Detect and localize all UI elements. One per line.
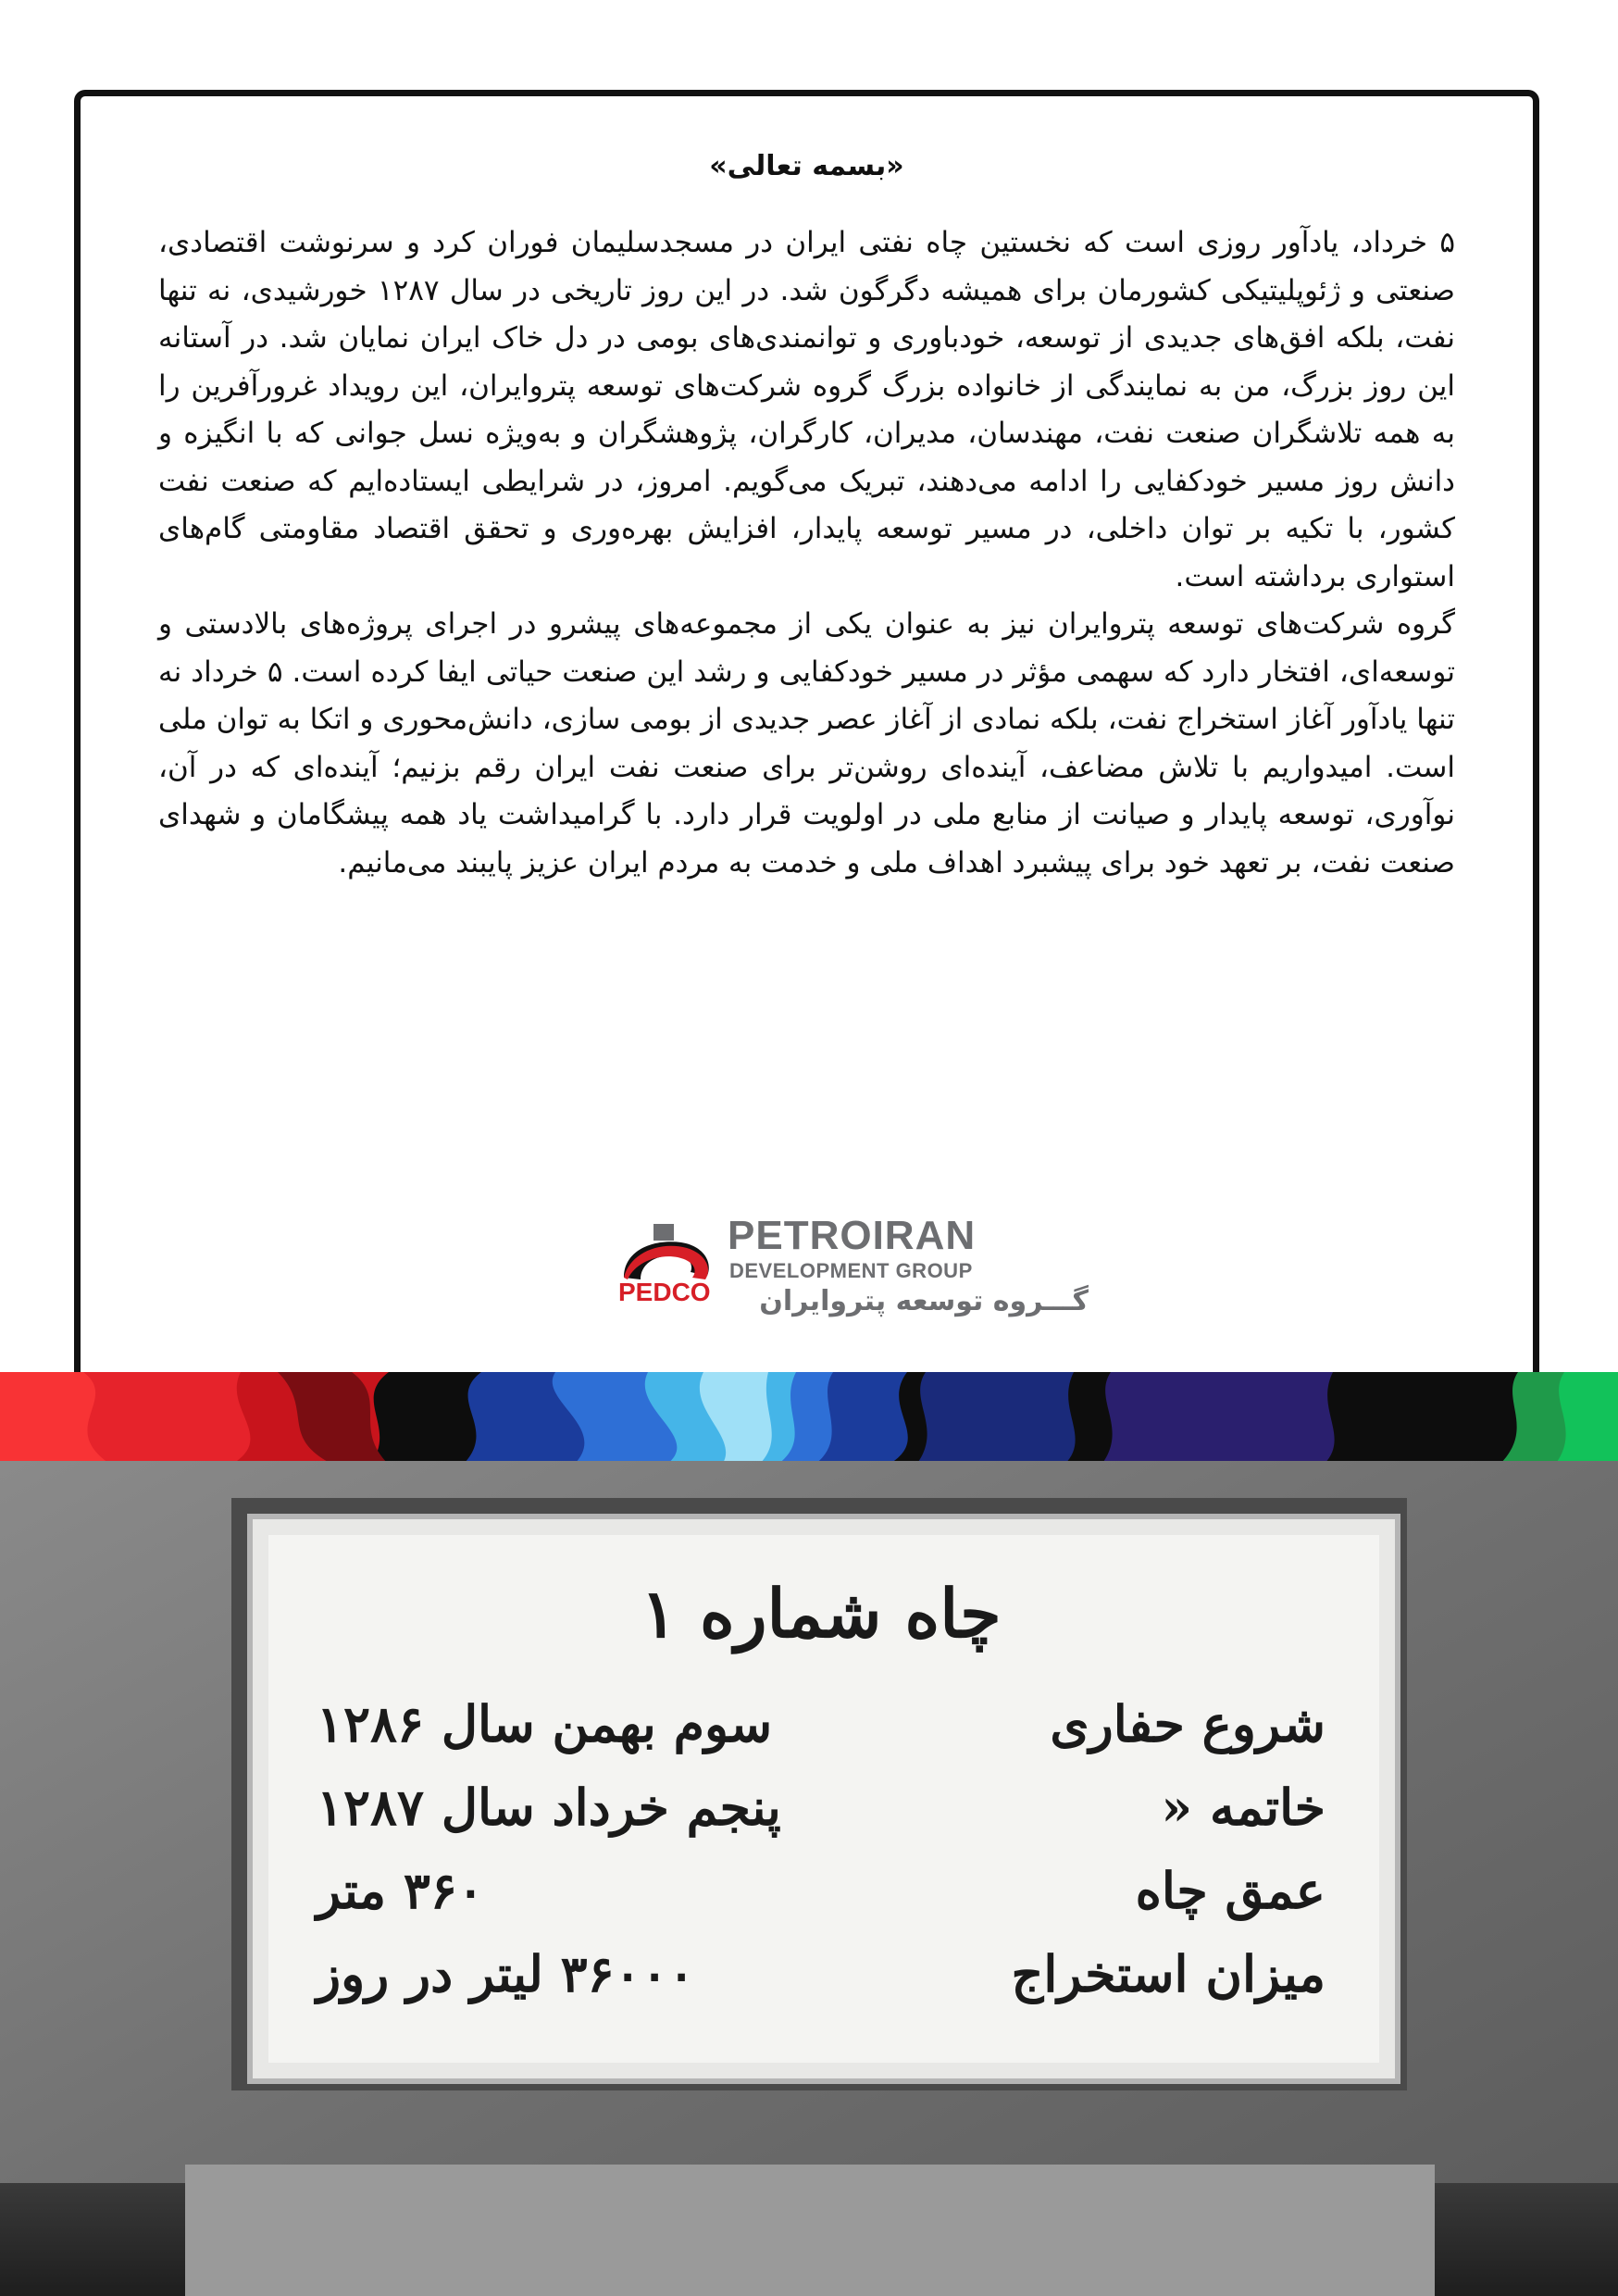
plaque-title: چاه شماره ۱	[641, 1574, 1002, 1653]
letter-paragraph-2: گروه شرکت‌های توسعه پتروایران نیز به عنوان یکی از مجموعه‌های پیشرو در اجرای پروژه‌های بالادستی و توسعه‌ای، افتخار دارد که سهمی مؤثر در مسیر خودکفایی و رشد این صنعت حیاتی ایفا کرده است. ۵ خرداد نه تنها یادآور آغاز استخراج نفت، بلکه نمادی از آغاز عصر جدیدی از بومی سازی، دانش‌محوری و اتکا به توان ملی است. امیدواریم با تلاش مضاعف، آینده‌ای روشن‌تر برای صنعت نفت ایران رقم بزنیم؛ آینده‌ای که در آن، نوآوری، توسعه پایدار و صیانت از منابع ملی در اولویت قرار دارد. با گرامیداشت یاد همه پیشگامان و شهدای صنعت نفت، بر تعهد خود برای پیشبرد اهداف ملی و خدمت به مردم ایران عزیز پایبند می‌مانیم.	[158, 607, 1455, 880]
plaque-row-completion	[317, 1778, 1326, 1861]
letter-frame	[74, 90, 1539, 1423]
plaque-row-value: ۳۶۰۰۰ لیتر در روز	[317, 1944, 695, 2003]
pedco-logo	[616, 1213, 1098, 1324]
plaque-row-label: میزان استخراج	[1011, 1944, 1326, 2003]
plaque-inscription	[261, 1537, 1381, 2055]
logo-name-en-line2: DEVELOPMENT GROUP	[729, 1259, 973, 1282]
letter-paragraph-1: ۵ خرداد، یادآور روزی است که نخستین چاه نفتی ایران در مسجدسلیمان فوران کرد و سرنوشت اقتصادی، صنعتی و ژئوپلیتیکی کشورمان برای همیشه دگرگون شد. در این روز تاریخی در سال ۱۲۸۷ خورشیدی، نه تنها نفت، بلکه افق‌های جدیدی از توسعه، خودباوری و توانمندی‌های بومی در دل خاک ایران نمایان شد. در آستانه این روز بزرگ، من به نمایندگی از خانواده بزرگ گروه شرکت‌های توسعه پتروایران، این رویداد غرورآفرین را به همه تلاشگران صنعت نفت، مهندسان، مدیران، کارگران، پژوهشگران و به‌ویژه نسل جوانی که با انگیزه و دانش روز مسیر خودکفایی را ادامه می‌دهند، تبریک می‌گویم. امروز، در شرایطی ایستاده‌ایم که صنعت نفت کشور، با تکیه بر توان داخلی، در مسیر توسعه پایدار، افزایش بهره‌وری و تحقق اقتصاد مقاومتی گام‌های استواری برداشته است.	[158, 226, 1455, 593]
plaque-row-label: شروع حفاری	[1050, 1694, 1326, 1753]
logo-name-en-line1: PETROIRAN	[728, 1213, 977, 1258]
plaque-row-extraction-rate	[317, 1944, 1326, 2028]
plaque-row-value: ۳۶۰ متر	[317, 1861, 484, 1920]
letter-body	[158, 219, 1455, 887]
plaque-row-value: سوم بهمن سال ۱۲۸۶	[317, 1694, 773, 1753]
letter-header: «بسمه تعالی»	[709, 150, 904, 182]
plaque-row-label: خاتمه «	[1161, 1778, 1326, 1837]
plaque-row-value: پنجم خرداد سال ۱۲۸۷	[317, 1778, 781, 1837]
plaque-row-well-depth	[317, 1861, 1326, 1944]
logo-name-fa: گـــروه توسعه پتروایران	[759, 1285, 1089, 1317]
pedco-acronym: PEDCO	[618, 1278, 711, 1306]
plaque-row-drilling-start	[317, 1694, 1326, 1778]
decorative-wave-band	[0, 1372, 1618, 1465]
plaque-row-label: عمق چاه	[1135, 1861, 1326, 1920]
